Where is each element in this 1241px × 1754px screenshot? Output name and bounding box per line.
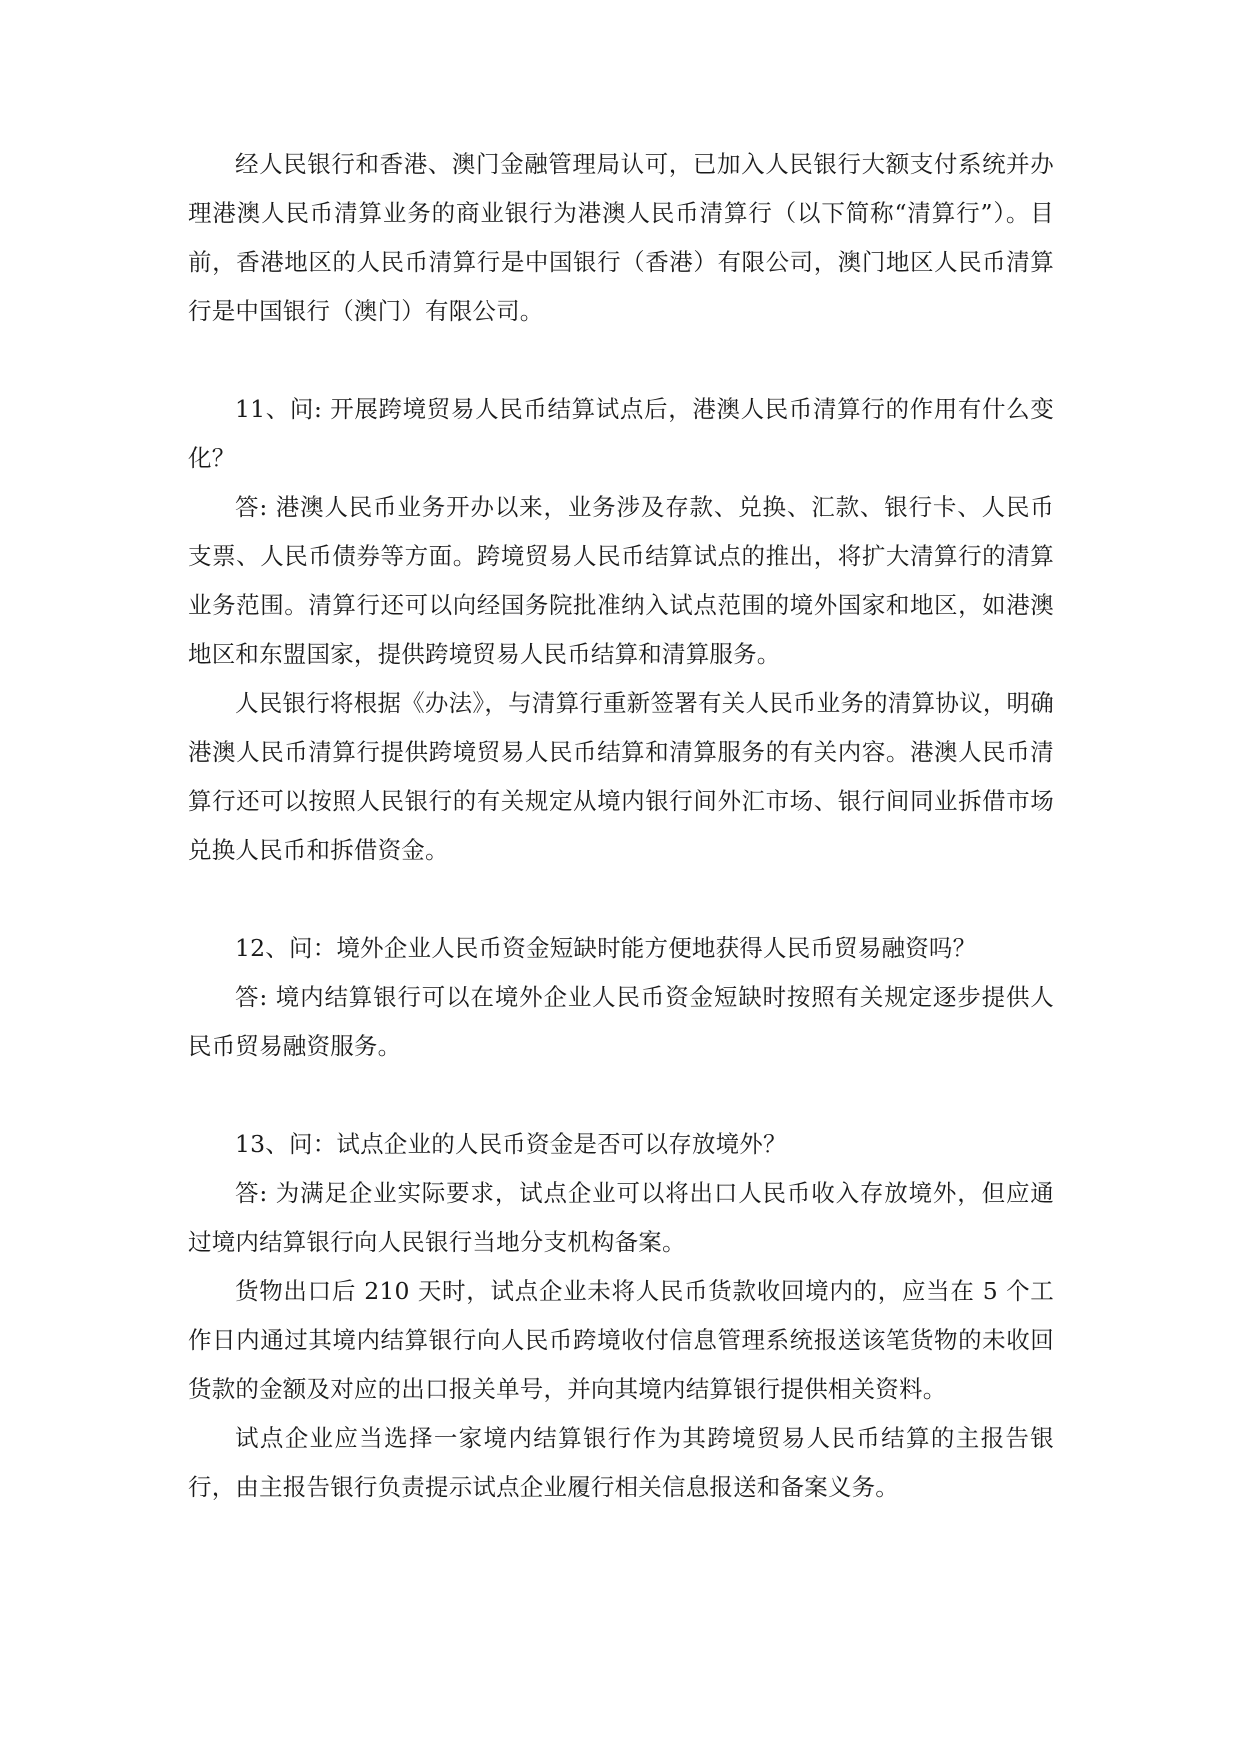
question-12: 12、问：境外企业人民币资金短缺时能方便地获得人民币贸易融资吗？ — [235, 934, 977, 962]
question-13: 13、问：试点企业的人民币资金是否可以存放境外？ — [235, 1130, 787, 1158]
section-gap — [188, 1071, 1054, 1120]
question-11: 11、问: 开展跨境贸易人民币结算试点后，港澳人民币清算行的作用有什么变化？ — [188, 395, 1054, 472]
intro-paragraph: 经人民银行和香港、澳门金融管理局认可，已加入人民银行大额支付系统并办理港澳人民币清算业务的商业银行为港澳人民币清算行（以下简称“清算行”）。目前，香港地区的人民币清算行是中国银行（香港）有限公司，澳门地区人民币清算行是中国银行（澳门）有限公司。 — [188, 150, 1054, 325]
document-body — [188, 140, 1054, 1512]
section-gap — [188, 875, 1054, 924]
answer-12-paragraph-1: 答: 境内结算银行可以在境外企业人民币资金短缺时按照有关规定逐步提供人民币贸易融资服务。 — [188, 983, 1054, 1060]
answer-13-paragraph-2: 货物出口后 210 天时，试点企业未将人民币货款收回境内的，应当在 5 个工作日内通过其境内结算银行向人民币跨境收付信息管理系统报送该笔货物的未收回货款的金额及对应的出口报关单号，并向其境内结算银行提供相关资料。 — [188, 1277, 1054, 1403]
answer-13-paragraph-1: 答: 为满足企业实际要求，试点企业可以将出口人民币收入存放境外，但应通过境内结算银行向人民银行当地分支机构备案。 — [188, 1179, 1054, 1256]
answer-11-paragraph-1: 答: 港澳人民币业务开办以来，业务涉及存款、兑换、汇款、银行卡、人民币支票、人民币债券等方面。跨境贸易人民币结算试点的推出，将扩大清算行的清算业务范围。清算行还可以向经国务院批准纳入试点范围的境外国家和地区，如港澳地区和东盟国家，提供跨境贸易人民币结算和清算服务。 — [188, 493, 1054, 668]
answer-11-paragraph-2: 人民银行将根据《办法》，与清算行重新签署有关人民币业务的清算协议，明确港澳人民币清算行提供跨境贸易人民币结算和清算服务的有关内容。港澳人民币清算行还可以按照人民银行的有关规定从境内银行间外汇市场、银行间同业拆借市场兑换人民币和拆借资金。 — [188, 689, 1054, 864]
answer-13-paragraph-3: 试点企业应当选择一家境内结算银行作为其跨境贸易人民币结算的主报告银行，由主报告银行负责提示试点企业履行相关信息报送和备案义务。 — [188, 1424, 1054, 1501]
section-gap — [188, 336, 1054, 385]
